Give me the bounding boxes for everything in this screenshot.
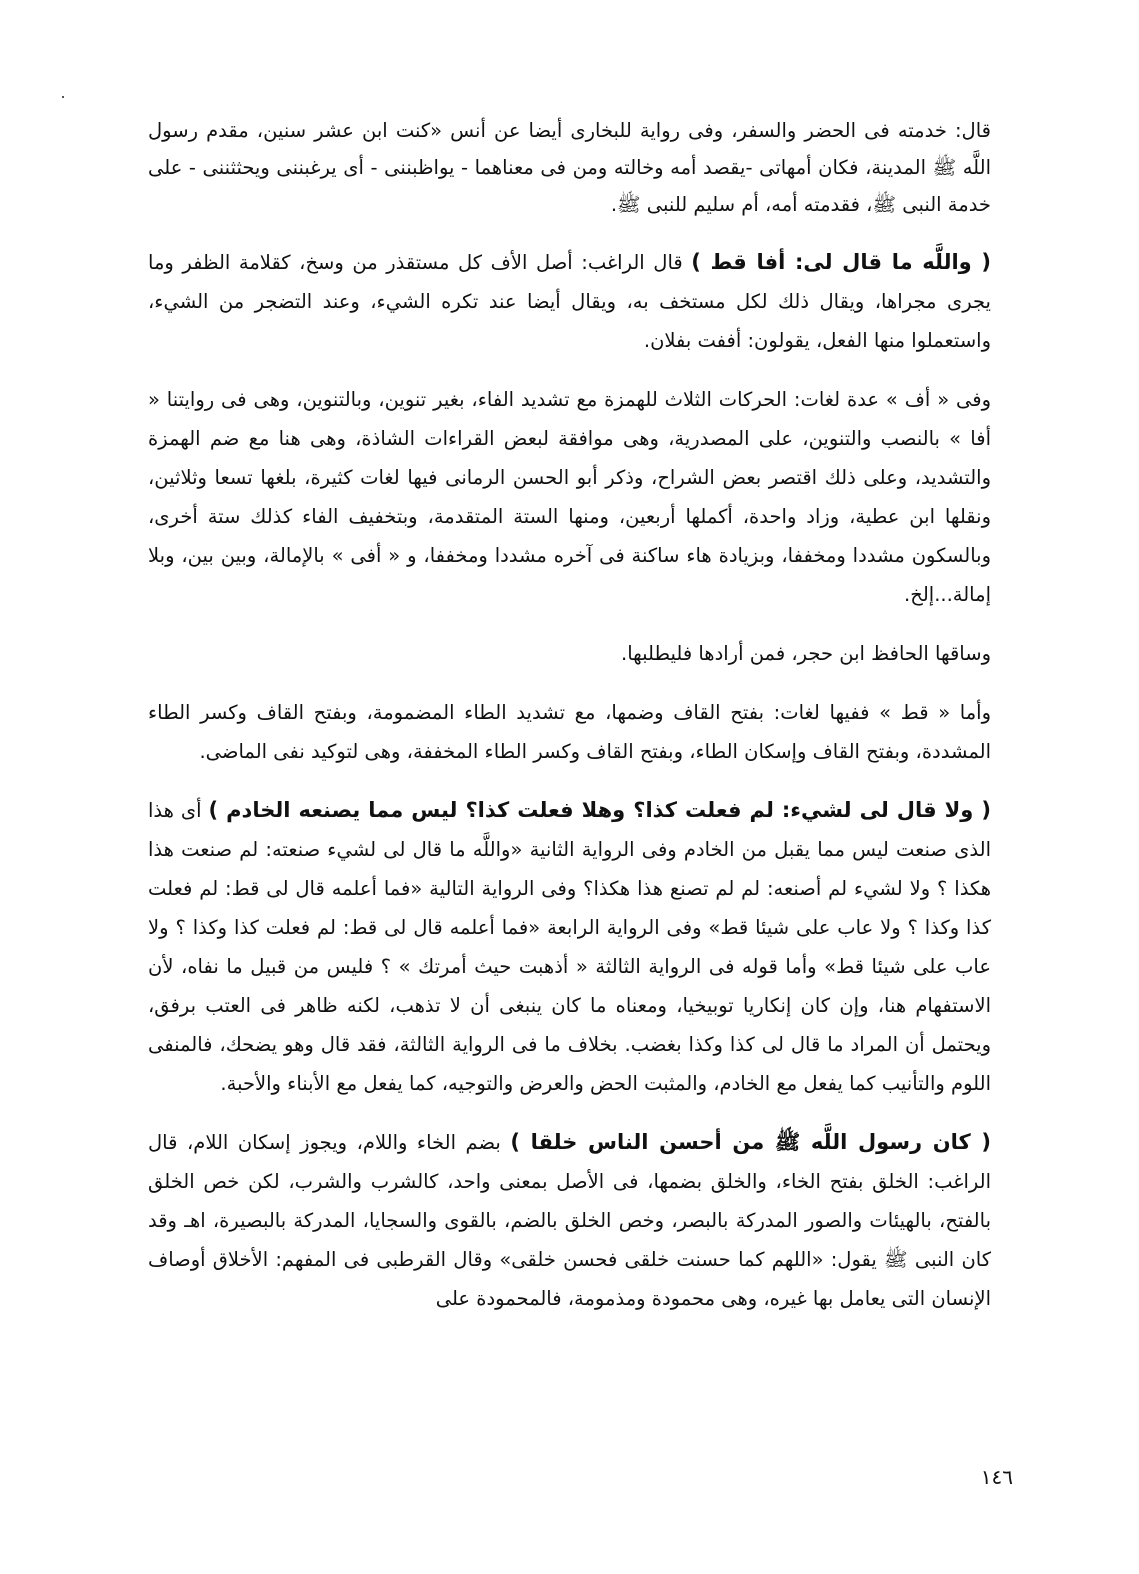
paragraph-5-text: وأما « قط » ففيها لغات: بفتح القاف وضمها، مع تشديد الطاء المضمومة، وبفتح القاف وكسر الطاء المشددة، وبفتح القاف وإسكان الطاء، وبفتح القاف وكسر الطاء المخففة، وهى لتوكيد نفى الماضى.	[148, 701, 991, 763]
paragraph-3-text: وفى « أف » عدة لغات: الحركات الثلاث للهمزة مع تشديد الفاء، بغير تنوين، وبالتنوين، وهى فى روايتنا « أفا » بالنصب والتنوين، على المصدرية، وهى موافقة لبعض القراءات الشاذة، وهى هنا مع ضم الهمزة والتشديد، وعلى ذلك اقتصر بعض الشراح، وذكر أبو الحسن الرمانى فيها لغات كثيرة، بلغها تسعا وثلاثين، ونقلها ابن عطية، وزاد واحدة، أكملها أربعين، ومنها الستة المتقدمة، وبتخفيف الفاء كذلك ستة أخرى، وبالسكون مشددا ومخففا، وبزيادة هاء ساكنة فى آخره مشددا ومخففا، و « أفى » بالإمالة، وبين بين، وبلا إمالة...إلخ.	[148, 388, 991, 606]
paragraph-4	[148, 634, 991, 673]
paragraph-7-text: بضم الخاء واللام، ويجوز إسكان اللام، قال الراغب: الخلق بفتح الخاء، والخلق بضمها، فى الأصل بمعنى واحد، كالشرب والشرب، لكن خص الخلق بالفتح، بالهيئات والصور المدركة بالبصر، وخص الخلق بالضم، بالقوى والسجايا، المدركة بالبصيرة، اهـ وقد كان النبى ﷺ يقول: «اللهم كما حسنت خلقى فحسن خلقى» وقال القرطبى فى المفهم: الأخلاق أوصاف الإنسان التى يعامل بها غيره، وهى محمودة ومذمومة، فالمحمودة على	[148, 1131, 991, 1310]
paragraph-4-text: وساقها الحافظ ابن حجر، فمن أرادها فليطلبها.	[621, 642, 991, 665]
page-number: ١٤٦	[980, 1465, 1013, 1489]
scan-speck	[62, 96, 64, 98]
paragraph-7-heading: ( كان رسول اللَّه ﷺ من أحسن الناس خلقا )	[510, 1130, 991, 1154]
paragraph-1-text: قال: خدمته فى الحضر والسفر، وفى رواية للبخارى أيضا عن أنس «كنت ابن عشر سنين، مقدم رسول اللَّه ﷺ المدينة، فكان أمهاتى -يقصد أمه وخالته ومن فى معناهما - يواظبننى - أى يرغبننى ويحثثننى - على خدمة النبى ﷺ، فقدمته أمه، أم سليم للنبى ﷺ.	[148, 119, 991, 216]
paragraph-1	[148, 112, 991, 223]
paragraph-2	[148, 243, 991, 360]
paragraph-7	[148, 1123, 991, 1318]
paragraph-6-heading: ( ولا قال لى لشيء: لم فعلت كذا؟ وهلا فعلت كذا؟ ليس مما يصنعه الخادم )	[208, 798, 992, 822]
paragraph-6	[148, 791, 991, 1103]
paragraph-6-text: أى هذا الذى صنعت ليس مما يقبل من الخادم وفى الرواية الثانية «واللَّه ما قال لى لشيء صنعته: لم صنعت هذا هكذا ؟ ولا لشيء لم أصنعه: لم لم تصنع هذا هكذا؟ وفى الرواية التالية «فما أعلمه قال لى قط: لم فعلت كذا وكذا ؟ ولا عاب على شيئا قط» وفى الرواية الرابعة «فما أعلمه قال لى قط: لم فعلت كذا وكذا ؟ ولا عاب على شيئا قط» وأما قوله فى الرواية الثالثة « أذهبت حيث أمرتك » ؟ فليس من قبيل ما نفاه، لأن الاستفهام هنا، وإن كان إنكاريا توبيخيا، ومعناه ما كان ينبغى أن لا تذهب، لكنه ظاهر فى العتب برفق، ويحتمل أن المراد ما قال لى كذا وكذا بغضب. بخلاف ما فى الرواية الثالثة، فقد قال وهو يضحك، فالمنفى اللوم والتأنيب كما يفعل مع الخادم، والمثبت الحض والعرض والتوجيه، كما يفعل مع الأبناء والأحبة.	[148, 799, 991, 1095]
paragraph-5	[148, 693, 991, 771]
body-text	[148, 112, 991, 1338]
paragraph-2-text: قال الراغب: أصل الأف كل مستقذر من وسخ، كقلامة الظفر وما يجرى مجراها، ويقال ذلك لكل مستخف به، ويقال أيضا عند تكره الشيء، وعند التضجر من الشيء، واستعملوا منها الفعل، يقولون: أففت بفلان.	[148, 251, 991, 352]
paragraph-2-heading: ( واللَّه ما قال لى: أفا قط )	[691, 250, 991, 274]
paragraph-3	[148, 380, 991, 614]
